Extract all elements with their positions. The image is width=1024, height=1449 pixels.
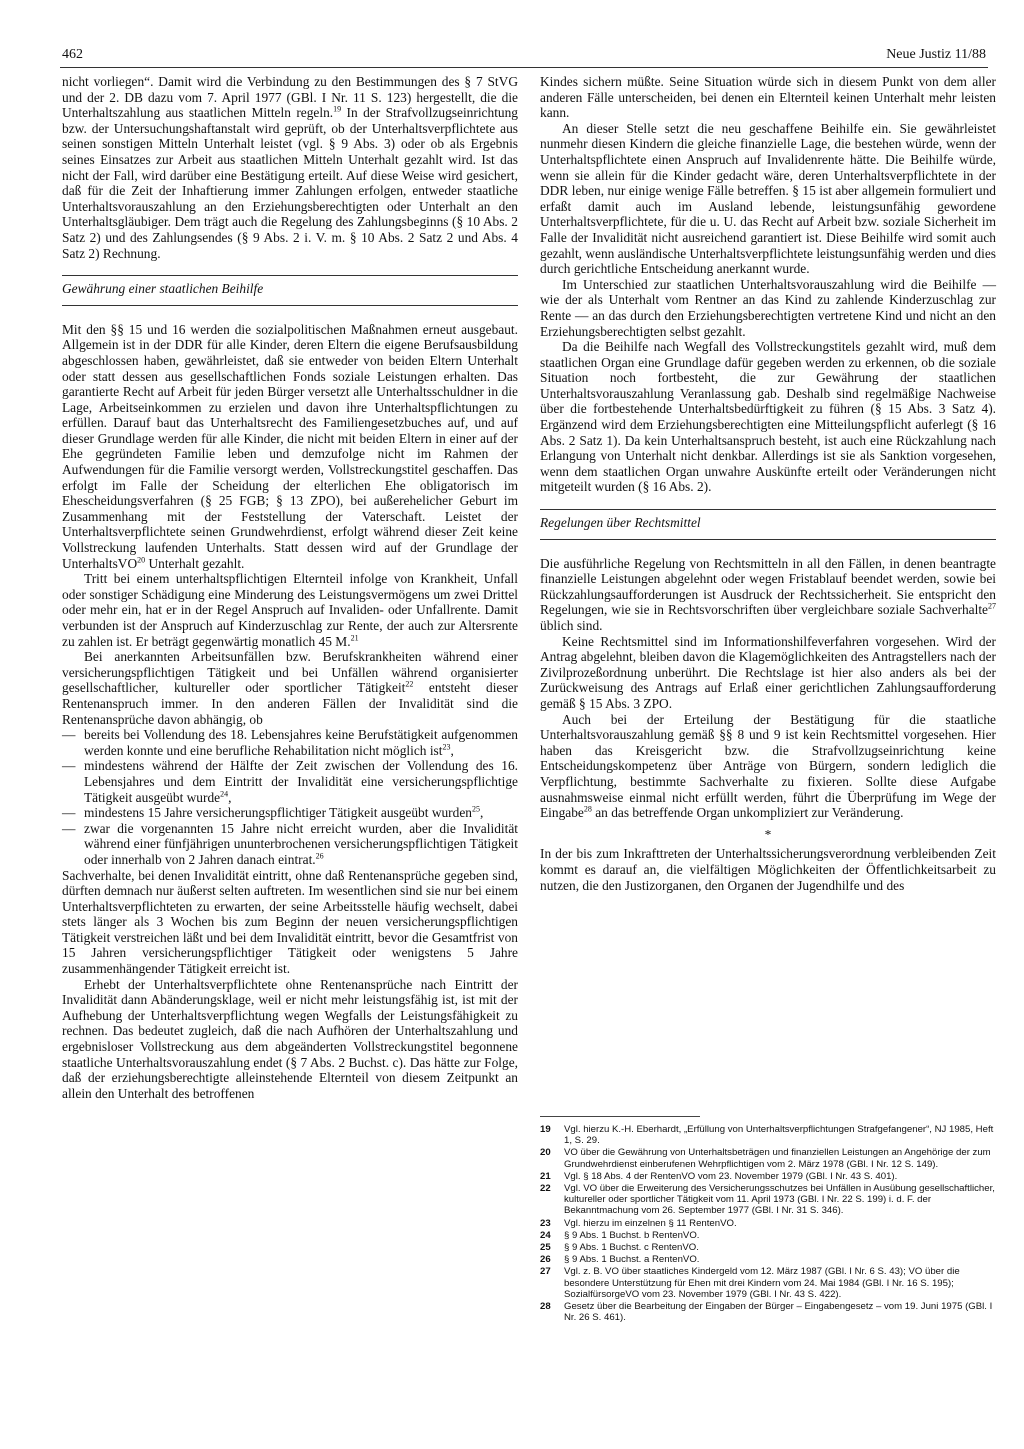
footnote-item: [540, 1254, 996, 1265]
footnote-item: [540, 1301, 996, 1323]
footnote-text: § 9 Abs. 1 Buchst. a RentenVO.: [564, 1254, 700, 1266]
footnote-item: [540, 1171, 996, 1182]
list-item: — zwar die vorgenannten 15 Jahre nicht erreicht wurden, aber die Invalidität während einer fünfjährigen ununterbrochenen versicherungspflichtigen Tätigkeit oder innerhalb von 2 Jahren danach eintrat.$^{26}$: [62, 820, 518, 867]
list-item: — mindestens 15 Jahre versicherungspflichtiger Tätigkeit ausgeübt wurden$^{25}$,: [62, 804, 484, 821]
footnote-number: 22: [540, 1183, 551, 1195]
footnote-number: 23: [540, 1217, 551, 1229]
footnote-item: [540, 1230, 996, 1241]
footnote-text: Vgl. hierzu im einzelnen § 11 RentenVO.: [564, 1217, 737, 1229]
footnote-number: 27: [540, 1266, 551, 1278]
paragraph: nicht vorliegen“. Damit wird die Verbindung zu den Bestimmungen des § 7 StVG und der 2. DB dazu vom 7. April 1977 (GBl. I Nr. 11 S. 123) hergestellt, die die Unterhaltszahlung aus staatlichen Mitteln regeln.$^{19}$ In der Strafvollzugseinrichtung bzw. der Untersuchungshaftanstalt wird geprüft, ob der Unterhaltsverpflichtete aus seinen sonstigen Mitteln Unterhalt leistet (vgl. § 9 Abs. 3) oder ob als Ergebnis seines Einsatzes zur Arbeit aus staatlichen Mitteln Unterhalt gezahlt wird. Ist das nicht der Fall, wird darüber eine Bestätigung erteilt. Auf diese Weise wird gesichert, daß für die Zeit der Inhaftierung immer Zahlungen erfolgen, entweder staatliche Unterhaltsvorauszahlung an den Erziehungsberechtigten oder Unterhalt an den Unterhaltsgläubiger. Dem trägt auch die Regelung des Zahlungsbeginns (§ 10 Abs. 2 Satz 2) und des Zahlungsendes (§ 9 Abs. 2 i. V. m. § 10 Abs. 2 Satz 2 und Abs. 4 Satz 2) Rechnung.: [62, 74, 518, 261]
list-item: — mindestens während der Hälfte der Zeit zwischen der Vollendung des 16. Lebensjahres und dem Eintritt der Invalidität eine versicherungspflichtige Tätigkeit ausgeübt wurde$^{24}$,: [62, 758, 518, 805]
paragraph: Da die Beihilfe nach Wegfall des Vollstreckungstitels gezahlt wird, muß dem staatlichen Organ eine Grundlage dafür gegeben werden zu erkennen, ob die soziale Situation noch fortbesteht, die zur Gewährung der staatlichen Unterhaltsvorauszahlung Veranlassung gab. Deshalb sind regelmäßige Nachweise über die fortbestehende Unterhaltsbedürftigkeit zu führen (§ 15 Abs. 3 Satz 4). Ergänzend wird dem Erziehungsberechtigten eine Mitteilungspflicht auferlegt (§ 16 Abs. 2 Satz 1). Da kein Unterhaltsanspruch besteht, ist auch eine Rückzahlung nach Erlangung von Unterhalt nicht denkbar. Allerdings ist sie als Sanktion vorgesehen, wenn dem staatlichen Organ unwahre Auskünfte erteilt oder Veränderungen nicht mitgeteilt wurden (§ 16 Abs. 2).: [540, 339, 996, 495]
footnote-text: § 9 Abs. 1 Buchst. c RentenVO.: [564, 1242, 699, 1254]
footnote-text: Vgl. VO über die Erweiterung des Versicherungsschutzes bei Unfällen in Ausübung gesellschaftlicher, kultureller oder sportlicher Tätigkeit vom 11. April 1973 (GBl. I Nr. 22 S. 199) i. d. F. der Bekanntmachung vom 26. September 1977 (GBl. I Nr. 31 S. 346).: [564, 1183, 995, 1217]
footnote-number: 26: [540, 1254, 551, 1266]
paragraph: Im Unterschied zur staatlichen Unterhaltsvorauszahlung wird die Beihilfe — wie der als Unterhalt vom Rentner an das Kind zu zahlende Kinderzuschlag zur Rente — an das durch den Erziehungsberechtigten vertretene Kind und nicht an den Erziehungsberechtigten selbst gezahlt.: [540, 276, 996, 339]
footnote-number: 20: [540, 1147, 551, 1159]
footnotes: [540, 1124, 996, 1324]
paragraph: Keine Rechtsmittel sind im Informationshilfeverfahren vorgesehen. Wird der Antrag abgelehnt, bleiben davon die Klagemöglichkeiten des Antragstellers nach der Zivilprozeßordnung unberührt. Die Rechtslage ist hier also anders als bei der Zurückweisung des Antrags auf Erlaß einer gerichtlichen Zahlungsaufforderung gemäß § 15 Abs. 3 ZPO.: [540, 633, 996, 711]
footnote-number: 25: [540, 1242, 551, 1254]
paragraph: In der bis zum Inkrafttreten der Unterhaltssicherungsverordnung verbleibenden Zeit kommt es darauf an, die vielfältigen Möglichkeiten der Öffentlichkeitsarbeit zu nutzen, die den Justizorganen, den Organen der Jugendhilfe und des: [540, 846, 996, 893]
paragraph: Bei anerkannten Arbeitsunfällen bzw. Berufskrankheiten während einer versicherungspflichtigen Tätigkeit und bei Unfällen während organisierter gesellschaftlicher, kultureller oder sportlicher Tätigkeit$^{22}$ entsteht dieser Rentenanspruch immer. In den anderen Fällen der Invalidität sind die Rentenansprüche davon abhängig, ob: [62, 649, 518, 727]
paragraph: Auch bei der Erteilung der Bestätigung für die staatliche Unterhaltsvorauszahlung gemäß §§ 8 und 9 ist kein Rechtsmittel vorgesehen. Hier haben das Kreisgericht bzw. die Strafvollzugseinrichtung keine Entscheidungskompetenz über Anträge von Bürgern, sondern lediglich die Verpflichtung, bestimmte Sachverhalte zu fixieren. Sollte diese Aufgabe ausnahmsweise einmal nicht erfüllt werden, führt die Überprüfung im Wege der Eingabe$^{28}$ an das betreffende Organ unkompliziert zur Veränderung.: [540, 711, 996, 821]
footnote-text: § 9 Abs. 1 Buchst. b RentenVO.: [564, 1229, 700, 1241]
list-item: — bereits bei Vollendung des 18. Lebensjahres keine Berufstätigkeit aufgenommen werden konnte und eine berufliche Rehabilitation nicht möglich ist$^{23}$,: [62, 727, 518, 758]
separator-star: *: [764, 826, 772, 842]
footnote-text: VO über die Gewährung von Unterhaltsbeträgen und finanziellen Leistungen an Angehörige der zum Grundwehrdienst einberufenen Wehrpflichtigen vom 2. März 1978 (GBl. I Nr. 12 S. 149).: [564, 1147, 991, 1170]
paragraph: Mit den §§ 15 und 16 werden die sozialpolitischen Maßnahmen erneut ausgebaut. Allgemein ist in der DDR für alle Kinder, deren Eltern die eigene Berufsausbildung abgeschlossen haben, gewährleistet, daß sie entweder von beiden Eltern Unterhalt oder statt dessen aus gesellschaftlichen Fonds soziale Leistungen erhalten. Das garantierte Recht auf Arbeit für jeden Bürger versetzt alle Unterhaltsschuldner in die Lage, Arbeitseinkommen zu erzielen und davon ihre Unterhaltspflichtungen zu erfüllen. Darauf baut das Unterhaltsrecht des Familiengesetzbuches auf, und auf dieser Grundlage werden für alle Kinder, die nicht mit beiden Eltern in einer auf der Ehe gegründeten Familie leben und demzufolge nicht im Rahmen der Aufwendungen für die Familie versorgt werden, Vollstreckungstitel geschaffen. Das erfolgt im Falle der Scheidung der elterlichen Ehe obligatorisch im Ehescheidungsverfahren (§ 25 FGB; § 13 ZPO), bei außerehelicher Geburt im Zusammenhang mit der Feststellung der Vaterschaft. Leistet der Unterhaltsverpflichtete seinen Grundwehrdienst, erfolgt während dieser Zeit keine Vollstreckung laufenden Unterhalts. Statt dessen wird auf der Grundlage der UnterhaltsVO$^{20}$ Unterhalt gezahlt.: [62, 321, 518, 571]
footnote-text: Vgl. § 18 Abs. 4 der RentenVO vom 23. November 1979 (GBl. I Nr. 43 S. 401).: [564, 1170, 898, 1182]
paragraph: Tritt bei einem unterhaltspflichtigen Elternteil infolge von Krankheit, Unfall oder sonstiger Schädigung eine Minderung des Leistungsvermögens um zwei Drittel oder mehr ein, hat er in der Regel Anspruch auf Invaliden- oder Unfallrente. Damit verbunden ist der Anspruch auf Kinderzuschlag zur Rente, der auch zur Altersrente zu zahlen ist. Er beträgt gegenwärtig monatlich 45 M.$^{21}$: [62, 571, 518, 649]
footnote-text: Vgl. z. B. VO über staatliches Kindergeld vom 12. März 1987 (GBl. I Nr. 6 S. 43); VO über die besondere Unterstützung für Ehen mit drei Kindern vom 24. Mai 1984 (GBl. I Nr. 16 S. 195); SozialfürsorgeVO vom 23. November 1979 (GBl. I Nr. 43 S. 422).: [564, 1266, 960, 1300]
paragraph: Sachverhalte, bei denen Invalidität eintritt, ohne daß Rentenansprüche gegeben sind, dürften demnach nur äußerst selten auftreten. Im wesentlichen sind sie nur bei einem Unterhaltsverpflichteten zu erwarten, der seine Arbeitsstelle häufig wechselt, dabei stets länger als 3 Wochen bis zum Beginn der neuen versicherungspflichtigen Tätigkeit verstreichen läßt und bei dem Invalidität eintritt, bevor die Gesamtfrist von 15 Jahren versicherungspflichtiger Tätigkeit oder wenigstens 5 Jahre zusammenhängender Tätigkeit erreicht ist.: [62, 867, 518, 977]
right-column: [540, 74, 996, 893]
section-heading: Regelungen über Rechtsmittel: [540, 509, 996, 540]
paragraph: Erhebt der Unterhaltsverpflichtete ohne Rentenansprüche nach Eintritt der Invalidität dann Abänderungsklage, weil er nicht mehr leistungsfähig ist, ist mit der Aufhebung der Unterhaltsverpflichtung wegen Wegfalls der Leistungsfähigkeit zu rechnen. Das bedeutet zugleich, daß die nach Aufhören der Unterhaltszahlung und ergebnisloser Vollstreckung aus dem abgeänderten Vollstreckungstitel begonnene staatliche Unterhaltsvorauszahlung endet (§ 7 Abs. 2 Buchst. c). Das hätte zur Folge, daß der erziehungsberechtigte alleinstehende Elternteil von diesem Zeitpunkt an allein den Unterhalt des betroffenen: [62, 976, 518, 1101]
footnote-item: [540, 1183, 996, 1217]
paragraph: Kindes sichern müßte. Seine Situation würde sich in diesem Punkt von dem aller anderen Fälle unterscheiden, bei denen ein Elternteil keinen Unterhalt mehr leisten kann.: [540, 74, 996, 121]
footnote-item: [540, 1266, 996, 1300]
footnote-rule: [540, 1116, 700, 1117]
paragraph: Die ausführliche Regelung von Rechtsmitteln in all den Fällen, in denen beantragte finanzielle Leistungen abgelehnt oder wegen Fristablauf beendet werden, sowie bei Rückzahlungsaufforderungen ist Ausdruck der Rechtssicherheit. Sie entspricht den Regelungen, wie sie in Rechtsvorschriften über vergleichbare soziale Sachverhalte$^{27}$ üblich sind.: [540, 555, 996, 633]
footnote-item: [540, 1147, 996, 1169]
footnote-item: [540, 1124, 996, 1146]
header-rule: [60, 67, 988, 68]
footnote-number: 28: [540, 1301, 551, 1313]
footnote-text: Vgl. hierzu K.-H. Eberhardt, „Erfüllung von Unterhaltsverpflichtungen Strafgefangener“, NJ 1985, Heft 1, S. 29.: [564, 1124, 994, 1147]
paragraph: An dieser Stelle setzt die neu geschaffene Beihilfe ein. Sie gewährleistet nunmehr diesen Kindern die gleiche finanzielle Lage, die bestehen würde, wenn der Unterhaltspflichtete einen Anspruch auf Invalidenrente hätte. Die Beihilfe würde, wenn sie allein für die Kinder gedacht wäre, deren Unterhaltsverpflichtete in der DDR leben, nur einige wenige Fälle betreffen. § 15 ist aber allgemein formuliert und erfaßt damit auch im Ausland lebende, leistungsunfähig gewordene Unterhaltsverpflichtete, für die u. U. das Recht auf Arbeit bzw. soziale Sicherheit im Falle der Invalidität nicht ausreichend garantiert ist. Diese Beihilfe wird somit auch gezahlt, wenn ausländische Unterhaltsverpflichtete leistungsunfähig werden und dies durch gerichtliche Entscheidung anerkannt wurde.: [540, 120, 996, 277]
left-column: [62, 74, 518, 1101]
footnote-number: 21: [540, 1170, 551, 1182]
footnote-text: Gesetz über die Bearbeitung der Eingaben der Bürger – Eingabengesetz – vom 19. Juni 1975 (GBl. I Nr. 26 S. 461).: [564, 1301, 993, 1324]
footnote-number: 24: [540, 1229, 551, 1241]
page-number: 462: [62, 47, 83, 62]
section-heading: Gewährung einer staatlichen Beihilfe: [62, 275, 518, 306]
footnote-item: [540, 1218, 996, 1229]
footnote-number: 19: [540, 1124, 551, 1135]
journal-title: Neue Justiz 11/88: [886, 47, 986, 62]
footnote-item: [540, 1242, 996, 1253]
